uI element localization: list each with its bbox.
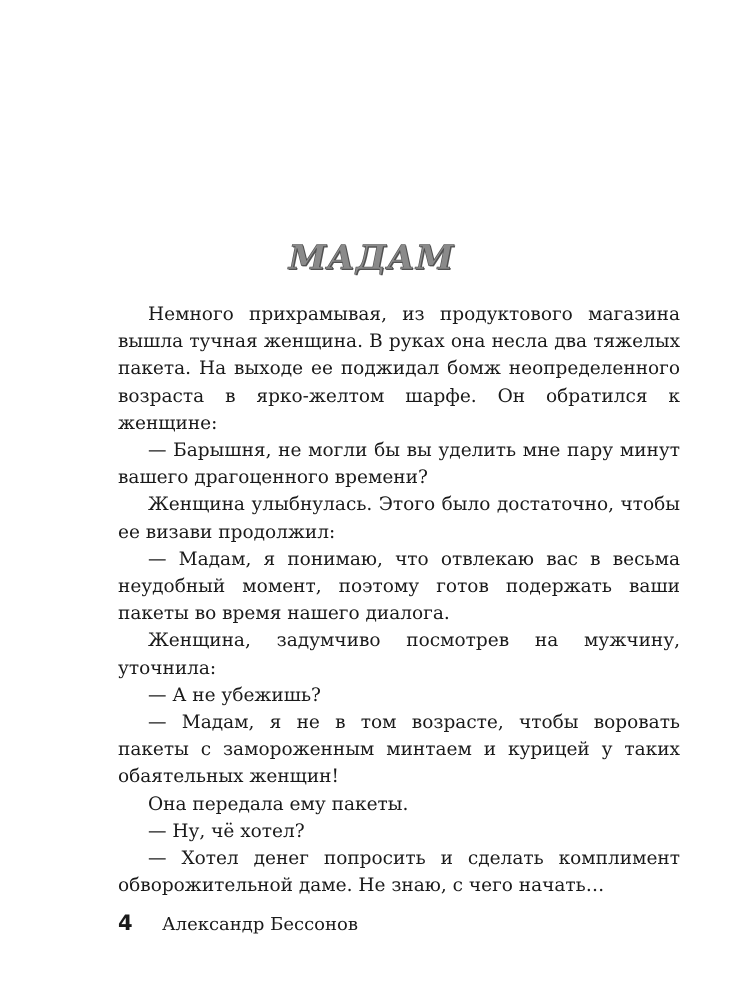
page-number: 4 xyxy=(118,911,133,935)
paragraph: — Хотел денег попросить и сделать комплимент обворожительной даме. Не знаю, с чего начать… xyxy=(118,848,680,897)
paragraph: — А не убежишь? xyxy=(148,684,321,706)
paragraph: — Мадам, я понимаю, что отвлекаю вас в весьма неудобный момент, поэтому готов подержать ваши пакеты во время нашего диалога. xyxy=(118,548,680,625)
paragraph: — Ну, чё хотел? xyxy=(148,820,305,842)
paragraph: — Мадам, я не в том возрасте, чтобы воровать пакеты с замороженным минтаем и курицей у таких обаятельных женщин! xyxy=(118,712,680,788)
paragraph: Женщина улыбнулась. Этого было достаточно, чтобы ее визави продолжил: xyxy=(118,494,680,543)
paragraph: Она передала ему пакеты. xyxy=(148,793,409,815)
author-name: Александр Бессонов xyxy=(162,914,358,935)
paragraph: Немного прихрамывая, из продуктового магазина вышла тучная женщина. В руках она несла два тяжелых пакета. На выходе ее поджидал бомж неопределенного возраста в ярко-желтом шарфе. Он обратился к женщине: xyxy=(118,304,680,434)
paragraph: Женщина, задумчиво посмотрев на мужчину, уточнила: xyxy=(118,630,680,679)
page-footer xyxy=(118,911,358,935)
chapter-title: МАДАМ xyxy=(288,238,455,278)
body-text xyxy=(118,301,680,899)
paragraph: — Барышня, не могли бы вы уделить мне пару минут вашего драгоценного времени? xyxy=(118,440,680,489)
